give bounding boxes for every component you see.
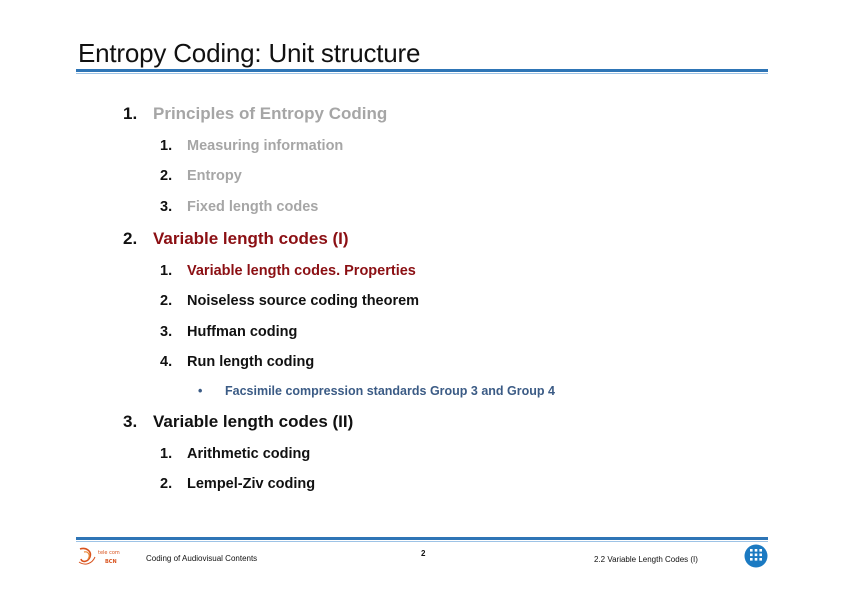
slide-title: Entropy Coding: Unit structure bbox=[78, 38, 421, 68]
item-label: Measuring information bbox=[187, 138, 344, 154]
item-label: Fixed length codes bbox=[187, 199, 319, 215]
item-number: 2. bbox=[160, 293, 173, 309]
item-label: Arithmetic coding bbox=[187, 446, 311, 462]
item-label: Principles of Entropy Coding bbox=[153, 104, 388, 123]
footer-course-title: Coding of Audiovisual Contents bbox=[146, 554, 258, 563]
item-number: 2. bbox=[160, 476, 173, 492]
bullet: • bbox=[198, 384, 203, 398]
outline-item-lempel-ziv-coding bbox=[160, 476, 315, 492]
item-label: Facsimile compression standards Group 3 and Group 4 bbox=[225, 384, 555, 398]
title-divider-thin bbox=[76, 73, 768, 74]
item-number: 1. bbox=[160, 446, 173, 462]
item-number: 4. bbox=[160, 354, 173, 370]
item-number: 1. bbox=[160, 263, 173, 279]
outline-item-fixed-length-codes bbox=[160, 199, 318, 215]
footer-section-title: 2.2 Variable Length Codes (I) bbox=[594, 555, 698, 564]
outline-item-vlc-properties bbox=[160, 263, 416, 279]
telecom-bcn-logo bbox=[78, 545, 126, 567]
item-label: Noiseless source coding theorem bbox=[187, 293, 420, 309]
page-number: 2 bbox=[421, 549, 426, 558]
outline-item-variable-length-codes-ii bbox=[123, 412, 353, 432]
outline-item-facsimile-standards bbox=[198, 384, 555, 398]
item-number: 1. bbox=[123, 104, 138, 123]
item-number: 2. bbox=[123, 229, 138, 248]
item-number: 3. bbox=[123, 412, 138, 431]
item-label: Variable length codes. Properties bbox=[187, 263, 416, 279]
item-number: 3. bbox=[160, 199, 173, 215]
footer-divider bbox=[76, 537, 768, 540]
outline-item-arithmetic-coding bbox=[160, 446, 310, 462]
outline-item-variable-length-codes-i bbox=[123, 229, 349, 249]
outline-item-noiseless-theorem bbox=[160, 293, 419, 309]
item-label: Run length coding bbox=[187, 354, 315, 370]
item-label: Variable length codes (I) bbox=[153, 229, 349, 248]
item-label: Lempel-Ziv coding bbox=[187, 476, 316, 492]
logo-text-telecom: tele com bbox=[98, 550, 120, 556]
logo-text-bcn: BCN bbox=[105, 559, 117, 565]
item-label: Variable length codes (II) bbox=[153, 412, 354, 431]
outline-item-entropy bbox=[160, 168, 242, 184]
footer-divider-thin bbox=[76, 541, 768, 542]
item-label: Huffman coding bbox=[187, 324, 298, 340]
item-label: Entropy bbox=[187, 168, 242, 184]
title-divider bbox=[76, 69, 768, 72]
item-number: 2. bbox=[160, 168, 173, 184]
outline-item-principles bbox=[123, 104, 387, 124]
outline-item-measuring-information bbox=[160, 138, 343, 154]
outline-item-huffman-coding bbox=[160, 324, 297, 340]
upc-logo bbox=[744, 544, 768, 568]
item-number: 3. bbox=[160, 324, 173, 340]
item-number: 1. bbox=[160, 138, 173, 154]
outline-item-run-length-coding bbox=[160, 354, 314, 370]
